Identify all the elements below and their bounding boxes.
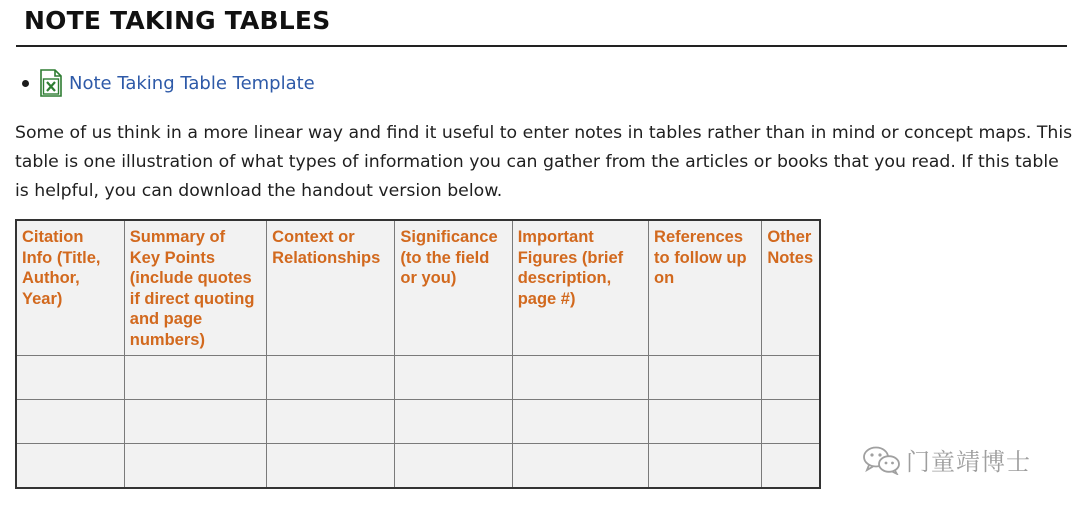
table-cell <box>762 399 820 443</box>
header-line: and page <box>129 310 203 328</box>
header-line: Notes <box>767 248 814 267</box>
header-context-relationships <box>267 220 395 355</box>
table-row <box>16 355 820 399</box>
header-line: or you) <box>400 269 457 287</box>
table-cell <box>267 399 395 443</box>
table-cell <box>649 399 762 443</box>
wechat-icon <box>862 445 902 475</box>
table-cell <box>649 355 762 399</box>
table-cell <box>649 444 762 488</box>
header-line: to follow up <box>654 248 747 267</box>
header-line: if direct quoting <box>129 289 255 308</box>
header-line: Summary of <box>129 228 226 246</box>
header-line: page #) <box>517 289 576 308</box>
bullet-icon <box>22 80 29 87</box>
header-line: (include quotes <box>129 269 252 287</box>
table-row <box>16 444 820 488</box>
header-summary-key-points <box>124 220 266 355</box>
header-line: Citation <box>22 228 84 246</box>
table-cell <box>124 355 266 399</box>
excel-file-icon[interactable] <box>39 69 63 97</box>
header-line: Author, <box>22 269 80 287</box>
header-line: Context or <box>272 228 355 246</box>
table-header-row <box>16 220 820 355</box>
table-cell <box>395 444 512 488</box>
header-line: on <box>654 269 675 287</box>
header-line: Other <box>767 228 812 246</box>
template-link-item <box>22 68 315 98</box>
header-other-notes <box>762 220 820 355</box>
table-cell <box>267 444 395 488</box>
intro-paragraph <box>15 119 1073 206</box>
page-title: NOTE TAKING TABLES <box>24 6 331 35</box>
table-cell <box>16 399 124 443</box>
title-divider <box>16 45 1067 47</box>
header-line: description, <box>517 269 612 287</box>
paragraph-line: is helpful, you can download the handout version below. <box>15 181 503 201</box>
header-line: (to the field <box>400 248 490 267</box>
header-line: Year) <box>22 289 63 308</box>
header-line: Significance <box>400 228 498 246</box>
table-cell <box>16 355 124 399</box>
header-references <box>649 220 762 355</box>
table-cell <box>512 399 648 443</box>
watermark <box>862 442 1031 477</box>
table-cell <box>124 399 266 443</box>
header-line: References <box>654 228 744 246</box>
header-line: Important <box>517 228 594 246</box>
note-taking-template-link[interactable]: Note Taking Table Template <box>69 72 315 94</box>
header-line: numbers) <box>129 330 205 349</box>
paragraph-line: table is one illustration of what types of information you can gather from the articles or books that you read. If this table <box>15 152 1059 172</box>
header-important-figures <box>512 220 648 355</box>
table-cell <box>762 355 820 399</box>
header-line: Relationships <box>272 248 381 267</box>
table-cell <box>16 444 124 488</box>
table-cell <box>512 355 648 399</box>
header-line: Figures (brief <box>517 248 624 267</box>
table-cell <box>124 444 266 488</box>
header-line: Info (Title, <box>22 248 101 267</box>
header-line: Key Points <box>129 248 216 267</box>
note-taking-table <box>15 219 821 489</box>
header-citation-info <box>16 220 124 355</box>
table-cell <box>512 444 648 488</box>
paragraph-line: Some of us think in a more linear way and find it useful to enter notes in tables rather than in mind or concept maps. This <box>15 123 1073 143</box>
table-cell <box>395 355 512 399</box>
header-significance <box>395 220 512 355</box>
table-cell <box>762 444 820 488</box>
table-cell <box>395 399 512 443</box>
table-cell <box>267 355 395 399</box>
watermark-text: 门童靖博士 <box>906 448 1031 476</box>
table-row <box>16 399 820 443</box>
